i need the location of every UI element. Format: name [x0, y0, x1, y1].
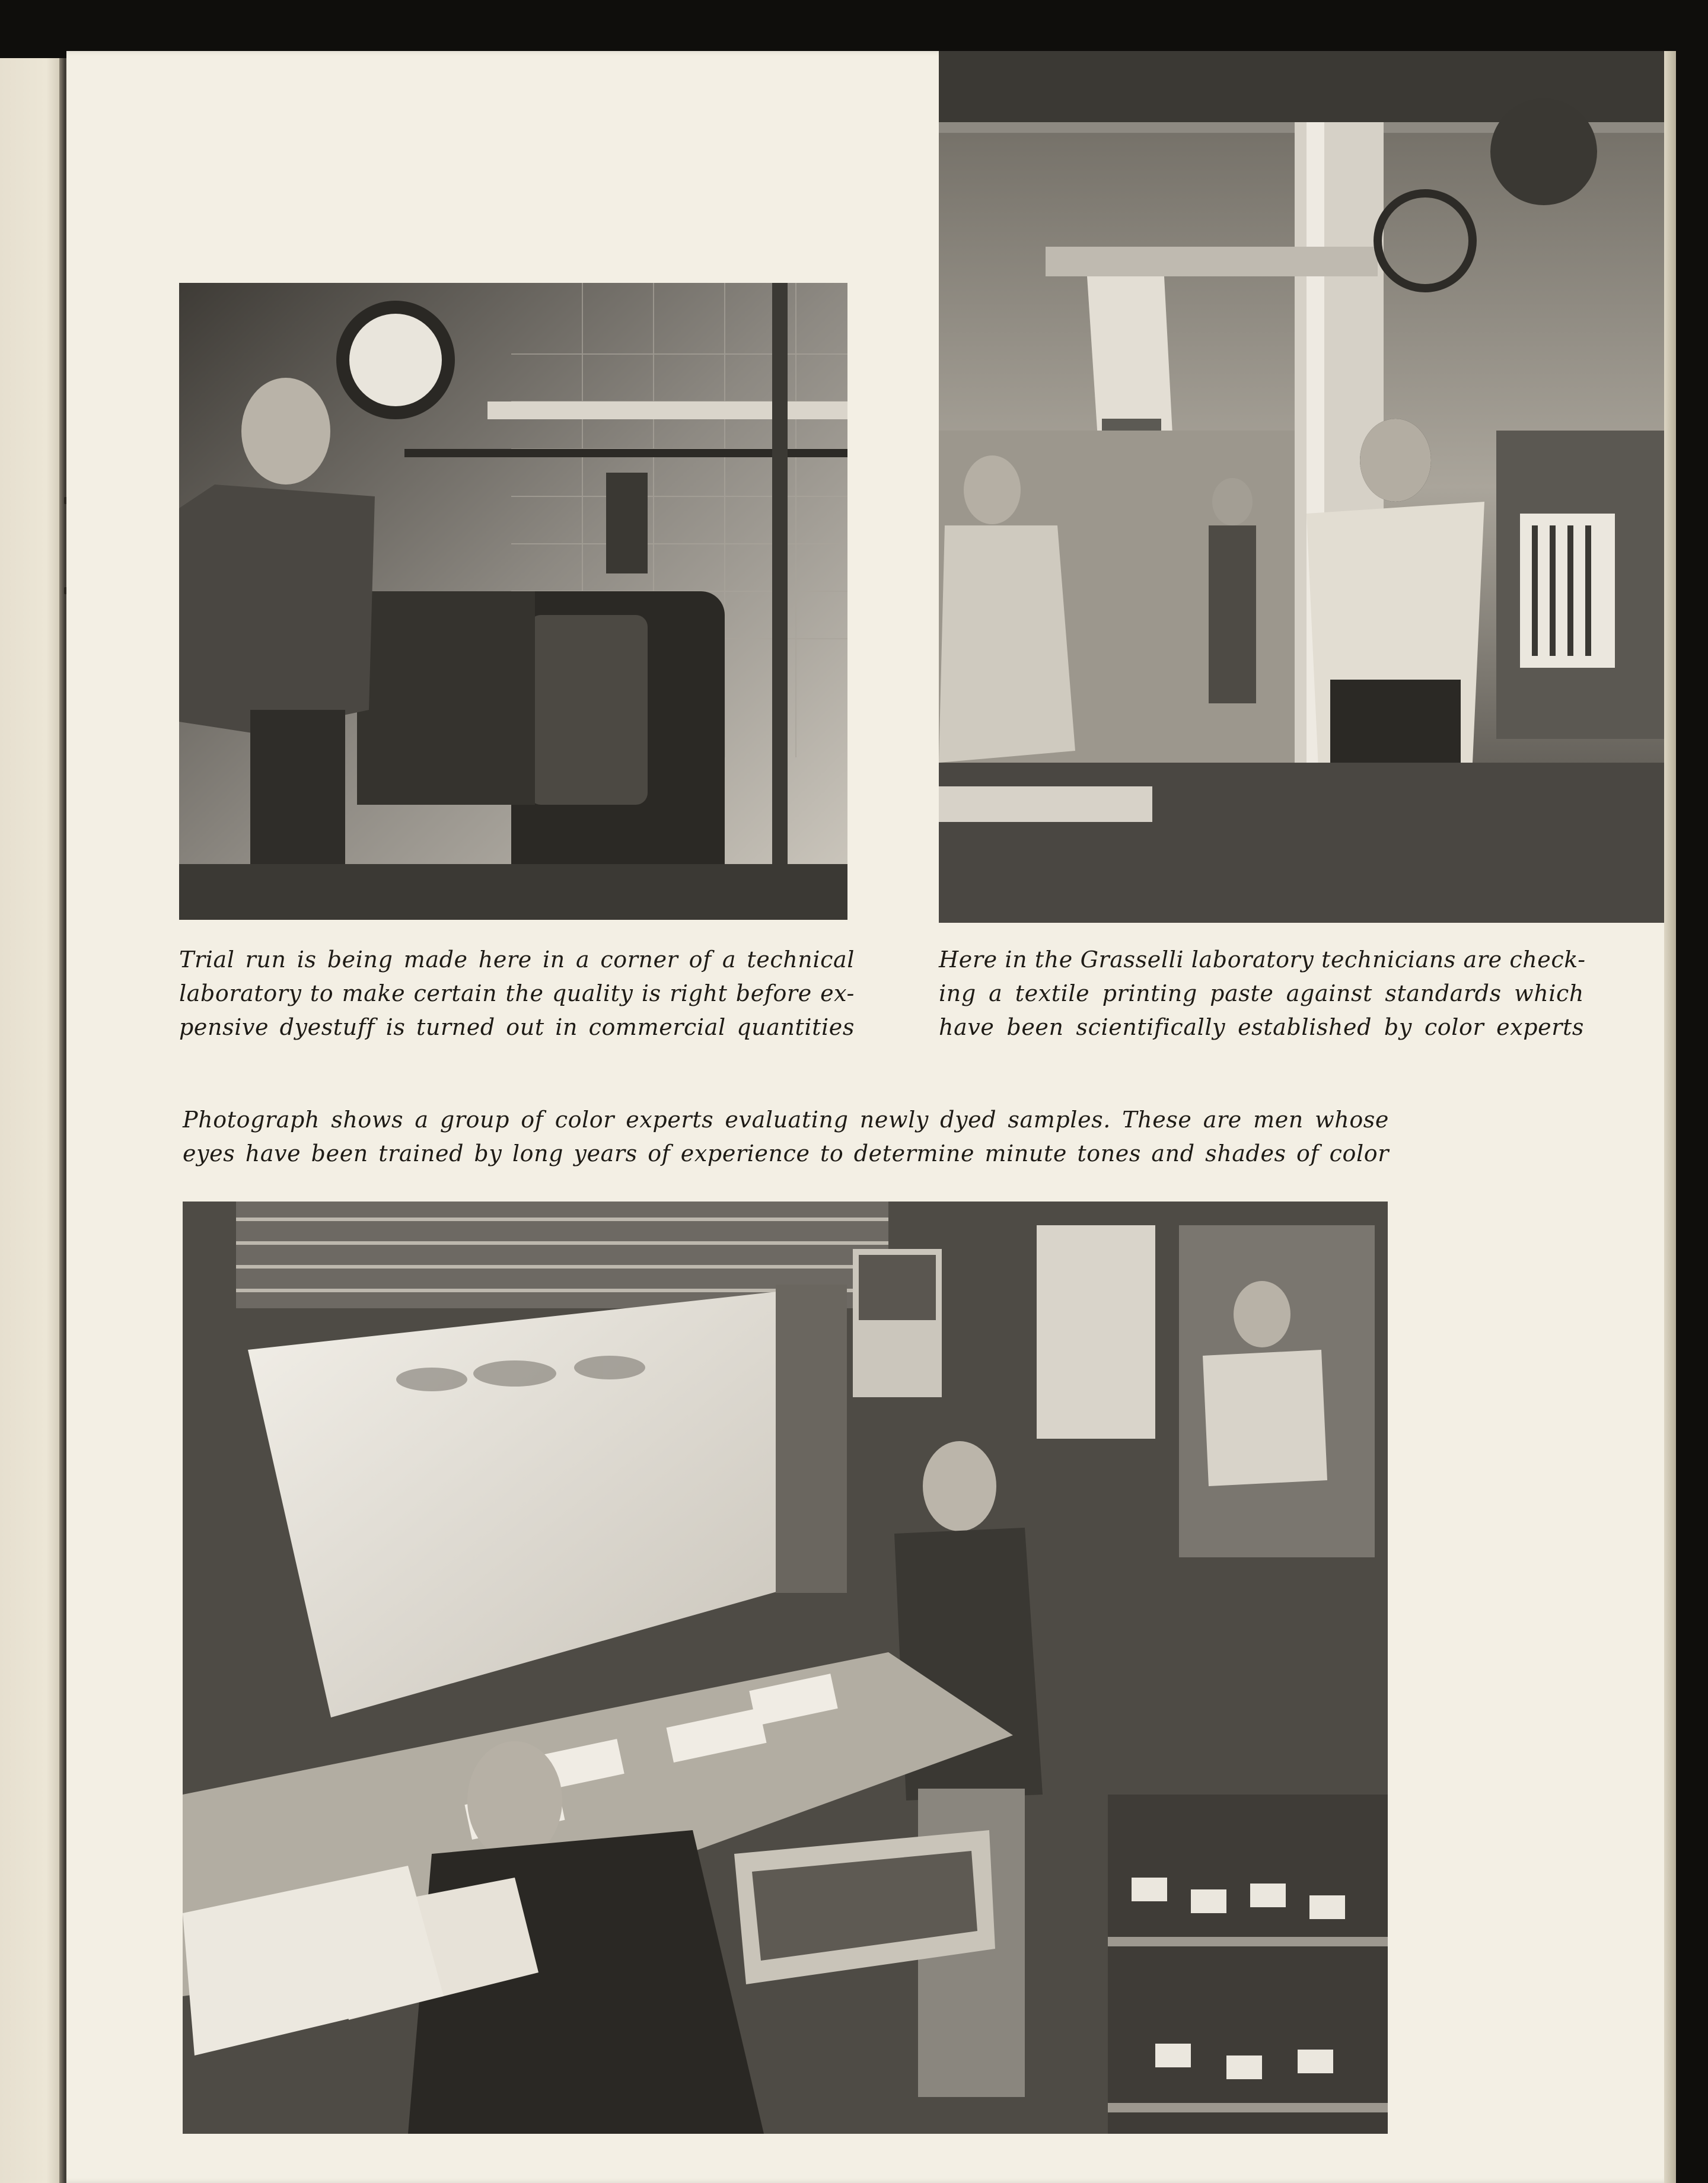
caption-line: Photograph shows a group of color experts evaluating newly dyed samples. These are men whose [183, 1107, 1389, 1133]
caption-trial-run [179, 943, 855, 1044]
page-edge [1664, 51, 1676, 2183]
caption-line: eyes have been trained by long years of experience to determine minute tones and shades of color [183, 1140, 1389, 1167]
photo-color-experts [183, 1202, 1388, 2134]
caption-line: have been scientifically established by color experts [939, 1014, 1584, 1040]
caption-color-experts [183, 1103, 1389, 1171]
caption-line: Trial run is being made here in a corner of a technical [179, 947, 855, 973]
photo-trial-run [179, 283, 847, 920]
caption-line: ing a textile printing paste against standards which [939, 980, 1584, 1006]
previous-page-edge [0, 58, 66, 2183]
caption-line: Here in the Grasselli laboratory technicians are check- [939, 947, 1586, 973]
photo-grasselli-laboratory [939, 51, 1664, 923]
caption-grasselli-laboratory [939, 943, 1584, 1044]
caption-line: laboratory to make certain the quality is right before ex- [179, 980, 855, 1006]
caption-line: pensive dyestuff is turned out in commercial quantities [179, 1014, 855, 1040]
